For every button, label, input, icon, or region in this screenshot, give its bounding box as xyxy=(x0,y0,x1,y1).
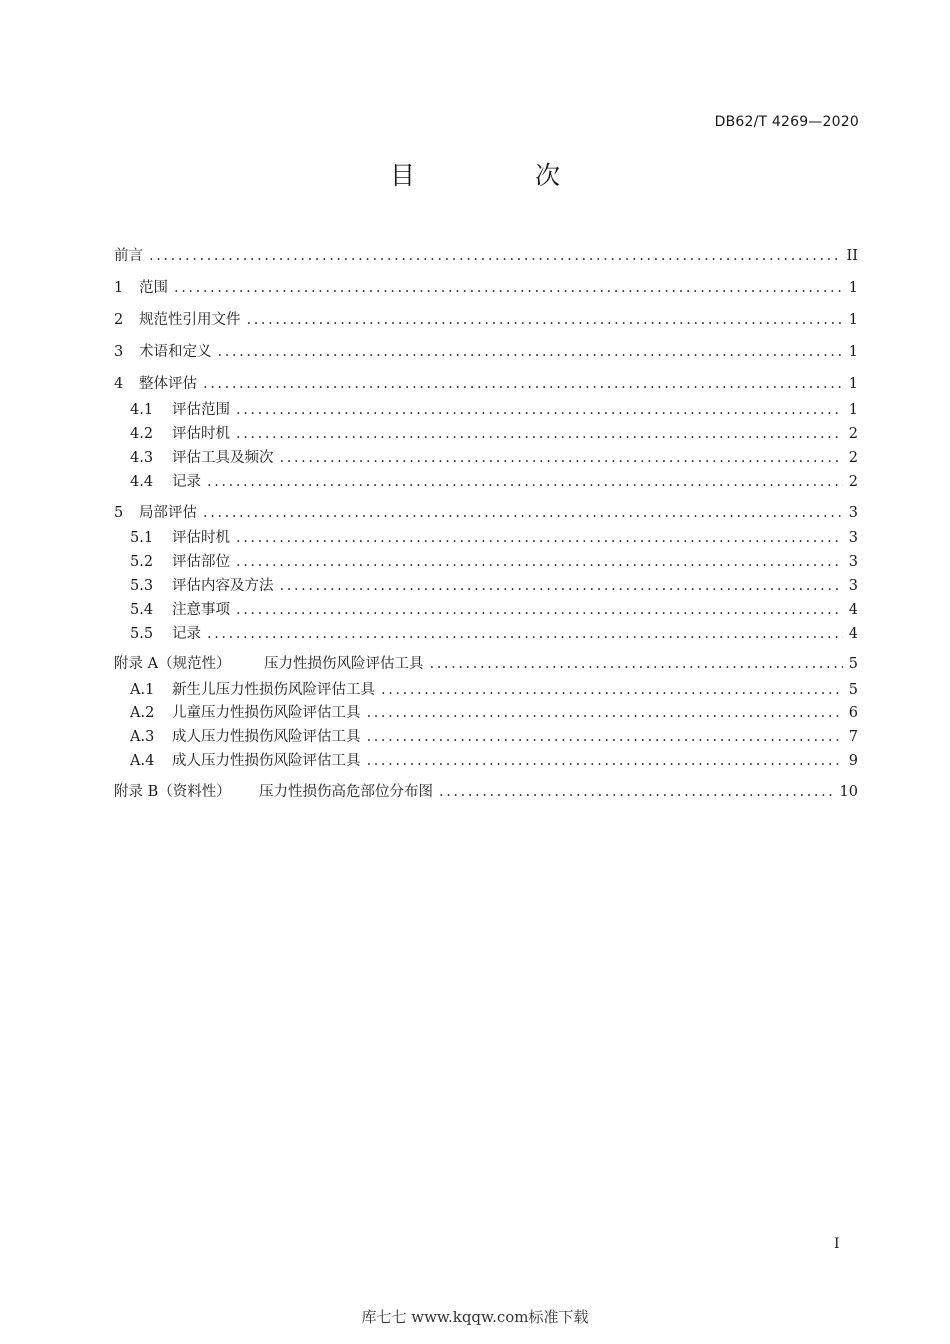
toc-leader-dots xyxy=(247,310,843,330)
toc-entry-page: 5 xyxy=(848,656,858,672)
toc-entry-page: 4 xyxy=(848,602,858,618)
toc-entry-5[interactable] xyxy=(114,503,858,523)
toc-entry-number: 5.2 xyxy=(130,554,154,570)
toc-entry-label: 压力性损伤高危部位分布图 xyxy=(259,784,433,800)
toc-entry-number: 附录 B（资料性） xyxy=(114,784,231,800)
toc-leader-dots xyxy=(280,576,843,596)
toc-entry-page: 1 xyxy=(848,280,858,296)
toc-entry-page: 3 xyxy=(848,530,858,546)
toc-entry-page: 1 xyxy=(848,376,858,392)
toc-entry-label: 新生儿压力性损伤风险评估工具 xyxy=(172,682,375,698)
toc-entry-page: 1 xyxy=(848,312,858,328)
toc-leader-dots xyxy=(149,246,841,266)
toc-entry-number: 5.4 xyxy=(130,602,154,618)
toc-leader-dots xyxy=(367,703,843,723)
toc-entry-page: 6 xyxy=(848,705,858,721)
toc-leader-dots xyxy=(203,503,843,523)
toc-entry-label: 评估时机 xyxy=(172,530,230,546)
toc-entry-number: 4.3 xyxy=(130,450,154,466)
toc-entry-number: 4.1 xyxy=(130,402,154,418)
toc-leader-dots xyxy=(236,424,843,444)
toc-entry-label: 记录 xyxy=(172,626,201,642)
toc-entry-label: 前言 xyxy=(114,248,143,264)
toc-entry-page: 1 xyxy=(848,344,858,360)
toc-entry-5-2[interactable] xyxy=(130,552,858,572)
toc-entry-5-4[interactable] xyxy=(130,600,858,620)
toc-entry-page: 3 xyxy=(848,554,858,570)
toc-entry-label: 局部评估 xyxy=(139,505,197,521)
toc-entry-5-1[interactable] xyxy=(130,528,858,548)
toc-entry-number: 1 xyxy=(114,280,124,296)
toc-entry-number: A.1 xyxy=(130,682,155,698)
toc-entry-5-5[interactable] xyxy=(130,624,858,644)
toc-leader-dots xyxy=(207,624,843,644)
toc-entry-1[interactable] xyxy=(114,278,858,298)
toc-entry-appendix-b[interactable] xyxy=(114,782,858,802)
toc-entry-number: 4.2 xyxy=(130,426,154,442)
toc-entry-label: 儿童压力性损伤风险评估工具 xyxy=(172,705,361,721)
toc-entry-4[interactable] xyxy=(114,374,858,394)
toc-entry-label: 评估内容及方法 xyxy=(172,578,274,594)
toc-entry-number: 5 xyxy=(114,505,124,521)
toc-entry-number: 5.1 xyxy=(130,530,154,546)
toc-entry-number: 5.3 xyxy=(130,578,154,594)
toc-entry-page: 5 xyxy=(848,682,858,698)
toc-leader-dots xyxy=(236,400,843,420)
toc-entry-3[interactable] xyxy=(114,342,858,362)
document-code: DB62/T 4269—2020 xyxy=(714,114,859,130)
toc-entry-page: 3 xyxy=(848,578,858,594)
toc-leader-dots xyxy=(367,751,843,771)
toc-leader-dots xyxy=(430,654,843,674)
page-number: I xyxy=(834,1236,840,1252)
toc-leader-dots xyxy=(381,680,843,700)
toc-entry-2[interactable] xyxy=(114,310,858,330)
toc-entry-label: 规范性引用文件 xyxy=(139,312,241,328)
toc-entry-number: 4 xyxy=(114,376,124,392)
toc-leader-dots xyxy=(236,600,843,620)
toc-entry-5-3[interactable] xyxy=(130,576,858,596)
toc-entry-page: 4 xyxy=(848,626,858,642)
toc-entry-label: 评估部位 xyxy=(172,554,230,570)
toc-entry-page: II xyxy=(846,248,858,264)
toc-entry-a-1[interactable] xyxy=(130,680,858,700)
toc-entry-page: 3 xyxy=(848,505,858,521)
toc-entry-page: 2 xyxy=(848,474,858,490)
toc-entry-4-4[interactable] xyxy=(130,472,858,492)
toc-entry-number: A.4 xyxy=(130,753,155,769)
toc-entry-a-4[interactable] xyxy=(130,751,858,771)
toc-leader-dots xyxy=(203,374,843,394)
toc-leader-dots xyxy=(236,528,843,548)
toc-entry-page: 2 xyxy=(848,450,858,466)
toc-leader-dots xyxy=(280,448,843,468)
toc-entry-label: 评估范围 xyxy=(172,402,230,418)
toc-entry-number: 3 xyxy=(114,344,124,360)
watermark-text: 库七七 www.kqqw.com标准下载 xyxy=(361,1308,589,1326)
toc-entry-4-1[interactable] xyxy=(130,400,858,420)
toc-entry-number: 2 xyxy=(114,312,124,328)
toc-leader-dots xyxy=(236,552,843,572)
toc-entry-label: 成人压力性损伤风险评估工具 xyxy=(172,753,361,769)
toc-entry-number: 5.5 xyxy=(130,626,154,642)
toc-leader-dots xyxy=(439,782,834,802)
toc-entry-label: 整体评估 xyxy=(139,376,197,392)
toc-entry-page: 9 xyxy=(848,753,858,769)
toc-entry-label: 压力性损伤风险评估工具 xyxy=(264,656,424,672)
toc-entry-a-3[interactable] xyxy=(130,727,858,747)
toc-entry-foreword[interactable] xyxy=(114,246,858,266)
toc-leader-dots xyxy=(367,727,843,747)
toc-entry-4-3[interactable] xyxy=(130,448,858,468)
toc-entry-label: 记录 xyxy=(172,474,201,490)
toc-entry-label: 成人压力性损伤风险评估工具 xyxy=(172,729,361,745)
toc-entry-number: A.2 xyxy=(130,705,155,721)
toc-entry-a-2[interactable] xyxy=(130,703,858,723)
toc-entry-label: 术语和定义 xyxy=(139,344,212,360)
toc-leader-dots xyxy=(174,278,843,298)
toc-entry-page: 10 xyxy=(839,784,858,800)
toc-leader-dots xyxy=(218,342,843,362)
toc-entry-page: 7 xyxy=(848,729,858,745)
toc-leader-dots xyxy=(207,472,843,492)
toc-entry-appendix-a[interactable] xyxy=(114,654,858,674)
toc-entry-page: 1 xyxy=(848,402,858,418)
toc-entry-number: A.3 xyxy=(130,729,155,745)
toc-entry-page: 2 xyxy=(848,426,858,442)
toc-entry-4-2[interactable] xyxy=(130,424,858,444)
toc-entry-label: 范围 xyxy=(139,280,168,296)
toc-entry-number: 附录 A（规范性） xyxy=(114,656,231,672)
toc-entry-label: 评估工具及频次 xyxy=(172,450,274,466)
page-title: 目 次 xyxy=(390,161,616,190)
toc-entry-number: 4.4 xyxy=(130,474,154,490)
toc-entry-label: 评估时机 xyxy=(172,426,230,442)
toc-entry-label: 注意事项 xyxy=(172,602,230,618)
